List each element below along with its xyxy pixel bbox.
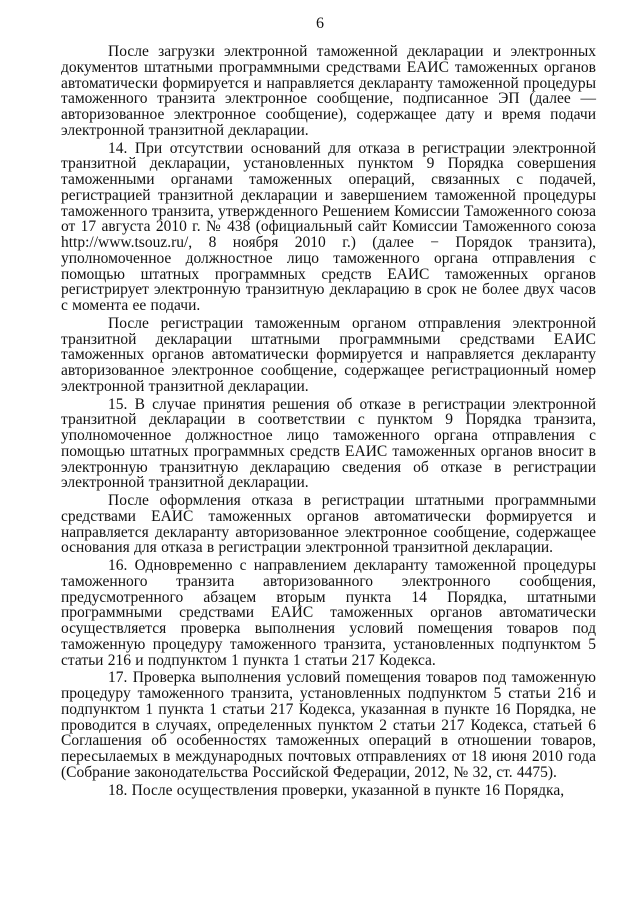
- document-body: [61, 44, 596, 798]
- paragraph-15-refusal-notice: После оформления отказа в регистрации штатными программными средствами ЕАИС таможенных органов автоматически формируется и направляется декларанту авторизованное электронное сообщение, содержащее основания для отказа в регистрации электронной транзитной декларации.: [61, 492, 596, 557]
- page-number: 6: [316, 15, 324, 32]
- paragraph-15: 15. В случае принятия решения об отказе в регистрации электронной транзитной декларации в соответствии с пунктом 9 Порядка транзита, уполномоченное должностное лицо таможенного органа отправления с помощью штатных программных средств ЕАИС таможенных органов вносит в электронную транзитную декларацию сведения об отказе в регистрации электронной транзитной декларации.: [61, 395, 596, 492]
- paragraph-18: 18. После осуществления проверки, указанной в пункте 16 Порядка,: [108, 781, 565, 799]
- paragraph-17: 17. Проверка выполнения условий помещения товаров под таможенную процедуру таможенного транзита, установленных подпунктом 5 статьи 216 и подпунктом 1 пункта 1 статьи 217 Кодекса, указанная в пункте 16 Порядка, не проводится в случаях, определенных пунктом 2 статьи 217 Кодекса, статьей 6 Соглашения об особенностях таможенных операций в отношении товаров, пересылаемых в международных почтовых отправлениях от 18 июня 2010 года (Собрание законодательства Российской Федерации, 2012, № 32, ст. 4475).: [61, 669, 596, 781]
- paragraph-upload-notice: После загрузки электронной таможенной декларации и электронных документов штатными программными средствами ЕАИС таможенных органов автоматически формируется и направляется декларанту таможенной процедуры таможенного транзита электронное сообщение, подписанное ЭП (далее — авторизованное электронное сообщение), содержащее дату и время подачи электронной транзитной декларации.: [61, 43, 596, 139]
- paragraph-16: 16. Одновременно с направлением декларанту таможенной процедуры таможенного транзита авторизованного электронного сообщения, предусмотренного абзацем вторым пункта 14 Порядка, штатными программными средствами ЕАИС таможенных органов автоматически осуществляется проверка выполнения условий помещения товаров под таможенную процедуру таможенного транзита, установленных подпунктом 5 статьи 216 и подпунктом 1 пункта 1 статьи 217 Кодекса.: [61, 557, 596, 669]
- paragraph-14: 14. При отсутствии оснований для отказа в регистрации электронной транзитной декларации, установленных пунктом 9 Порядка совершения таможенными органами таможенных операций, связанных с подачей, регистрацией транзитной декларации и завершением таможенной процедуры таможенного транзита, утвержденного Решением Комиссии Таможенного союза от 17 августа 2010 г. № 438 (официальный сайт Комиссии Таможенного союза http://www.tsouz.ru/, 8 ноября 2010 г.) (далее − Порядок транзита), уполномоченное должностное лицо таможенного органа отправления с помощью штатных программных средств ЕАИС таможенных органов регистрирует электронную транзитную декларацию в срок не более двух часов с момента ее подачи.: [61, 139, 596, 314]
- paragraph-14-registration-notice: После регистрации таможенным органом отправления электронной транзитной декларации штатными программными средствами ЕАИС таможенных органов автоматически формируется и направляется декларанту авторизованное электронное сообщение, содержащее регистрационный номер электронной транзитной декларации.: [61, 314, 596, 395]
